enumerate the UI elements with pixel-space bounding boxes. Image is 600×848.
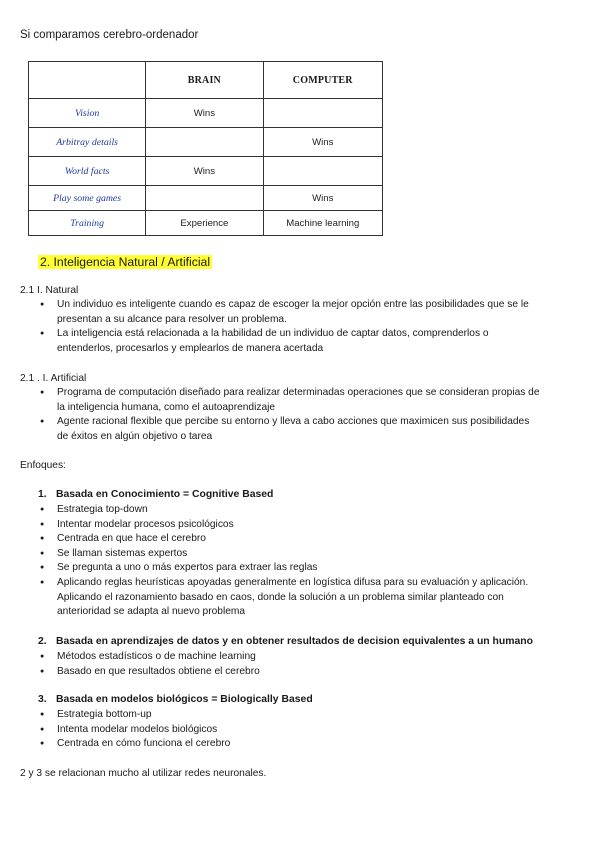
header-brain: BRAIN xyxy=(146,62,263,99)
table-header-row xyxy=(29,62,383,99)
computer-cell: Wins xyxy=(263,128,382,157)
list-item: ● Estrategia top-down xyxy=(40,503,590,518)
list-item: ● Agente racional flexible que percibe su entorno y lleva a cabo acciones que maximicen sus posibilidades de éxitos en algún objetivo o tarea xyxy=(40,415,590,444)
list-item: ● Se pregunta a uno o más expertos para extraer las reglas xyxy=(40,561,590,576)
list-item: ● Aplicando reglas heurísticas apoyadas generalmente en logística difusa para su evaluación y aplicación. Aplicando el razonamiento basado en caos, donde la solución a un problema similar planteado con anterioridad se adapta al nuevo problema xyxy=(40,576,590,620)
row-label: Training xyxy=(29,211,146,236)
list-item: ● Basado en que resultados obtiene el cerebro xyxy=(40,665,590,680)
row-label: World facts xyxy=(29,157,146,186)
list-item: ● Métodos estadísticos o de machine learning xyxy=(40,650,590,665)
approach-3-bullets xyxy=(40,708,590,752)
computer-cell: Machine learning xyxy=(263,211,382,236)
approach-1-bullets xyxy=(40,503,590,620)
table-row xyxy=(29,211,383,236)
list-item: ● Un individuo es inteligente cuando es capaz de escoger la mejor opción entre las posibilidades que se le presentan a su alcance para resolver un problema. xyxy=(40,298,585,327)
section-2-title: 2. Inteligencia Natural / Artificial xyxy=(40,255,211,269)
approach-3-title: 3. Basada en modelos biológicos = Biologically Based xyxy=(38,694,313,705)
list-item: ● Centrada en que hace el cerebro xyxy=(40,532,590,547)
row-label: Vision xyxy=(29,99,146,128)
brain-cell xyxy=(146,186,263,211)
approach-2-title: 2. Basada en aprendizajes de datos y en obtener resultados de decision equivalentes a un humano xyxy=(38,636,533,647)
list-item: ● Intentar modelar procesos psicológicos xyxy=(40,518,590,533)
table-row xyxy=(29,128,383,157)
brain-cell: Wins xyxy=(146,99,263,128)
header-empty xyxy=(29,62,146,99)
brain-cell: Experience xyxy=(146,211,263,236)
table-row xyxy=(29,186,383,211)
table-row xyxy=(29,157,383,186)
enfoques-label: Enfoques: xyxy=(20,460,66,471)
list-item: ● Intenta modelar modelos biológicos xyxy=(40,723,590,738)
computer-cell xyxy=(263,99,382,128)
brain-cell: Wins xyxy=(146,157,263,186)
intro-text: Si comparamos cerebro-ordenador xyxy=(20,29,199,41)
computer-cell: Wins xyxy=(263,186,382,211)
table-row xyxy=(29,99,383,128)
artificial-heading: 2.1 . I. Artificial xyxy=(20,373,87,384)
list-item: ● Programa de computación diseñado para realizar determinadas operaciones que se consideran propias de la inteligencia humana, como el autoaprendizaje xyxy=(40,386,590,415)
approach-2-bullets xyxy=(40,650,590,679)
computer-cell xyxy=(263,157,382,186)
approach-1-title: 1. Basada en Conocimiento = Cognitive Based xyxy=(38,489,274,500)
row-label: Play some games xyxy=(29,186,146,211)
comparison-table xyxy=(28,61,383,236)
natural-heading: 2.1 I. Natural xyxy=(20,285,79,296)
natural-bullets xyxy=(40,298,585,356)
brain-cell xyxy=(146,128,263,157)
list-item: ● Se llaman sistemas expertos xyxy=(40,547,590,562)
artificial-bullets xyxy=(40,386,590,444)
header-computer: COMPUTER xyxy=(263,62,382,99)
closing-text: 2 y 3 se relacionan mucho al utilizar redes neuronales. xyxy=(20,768,267,779)
list-item: ● Centrada en cómo funciona el cerebro xyxy=(40,737,590,752)
list-item: ● La inteligencia está relacionada a la habilidad de un individuo de captar datos, comprenderlos o entenderlos, procesarlos y emplearlos de manera acertada xyxy=(40,327,585,356)
row-label: Arbitray details xyxy=(29,128,146,157)
list-item: ● Estrategia bottom-up xyxy=(40,708,590,723)
